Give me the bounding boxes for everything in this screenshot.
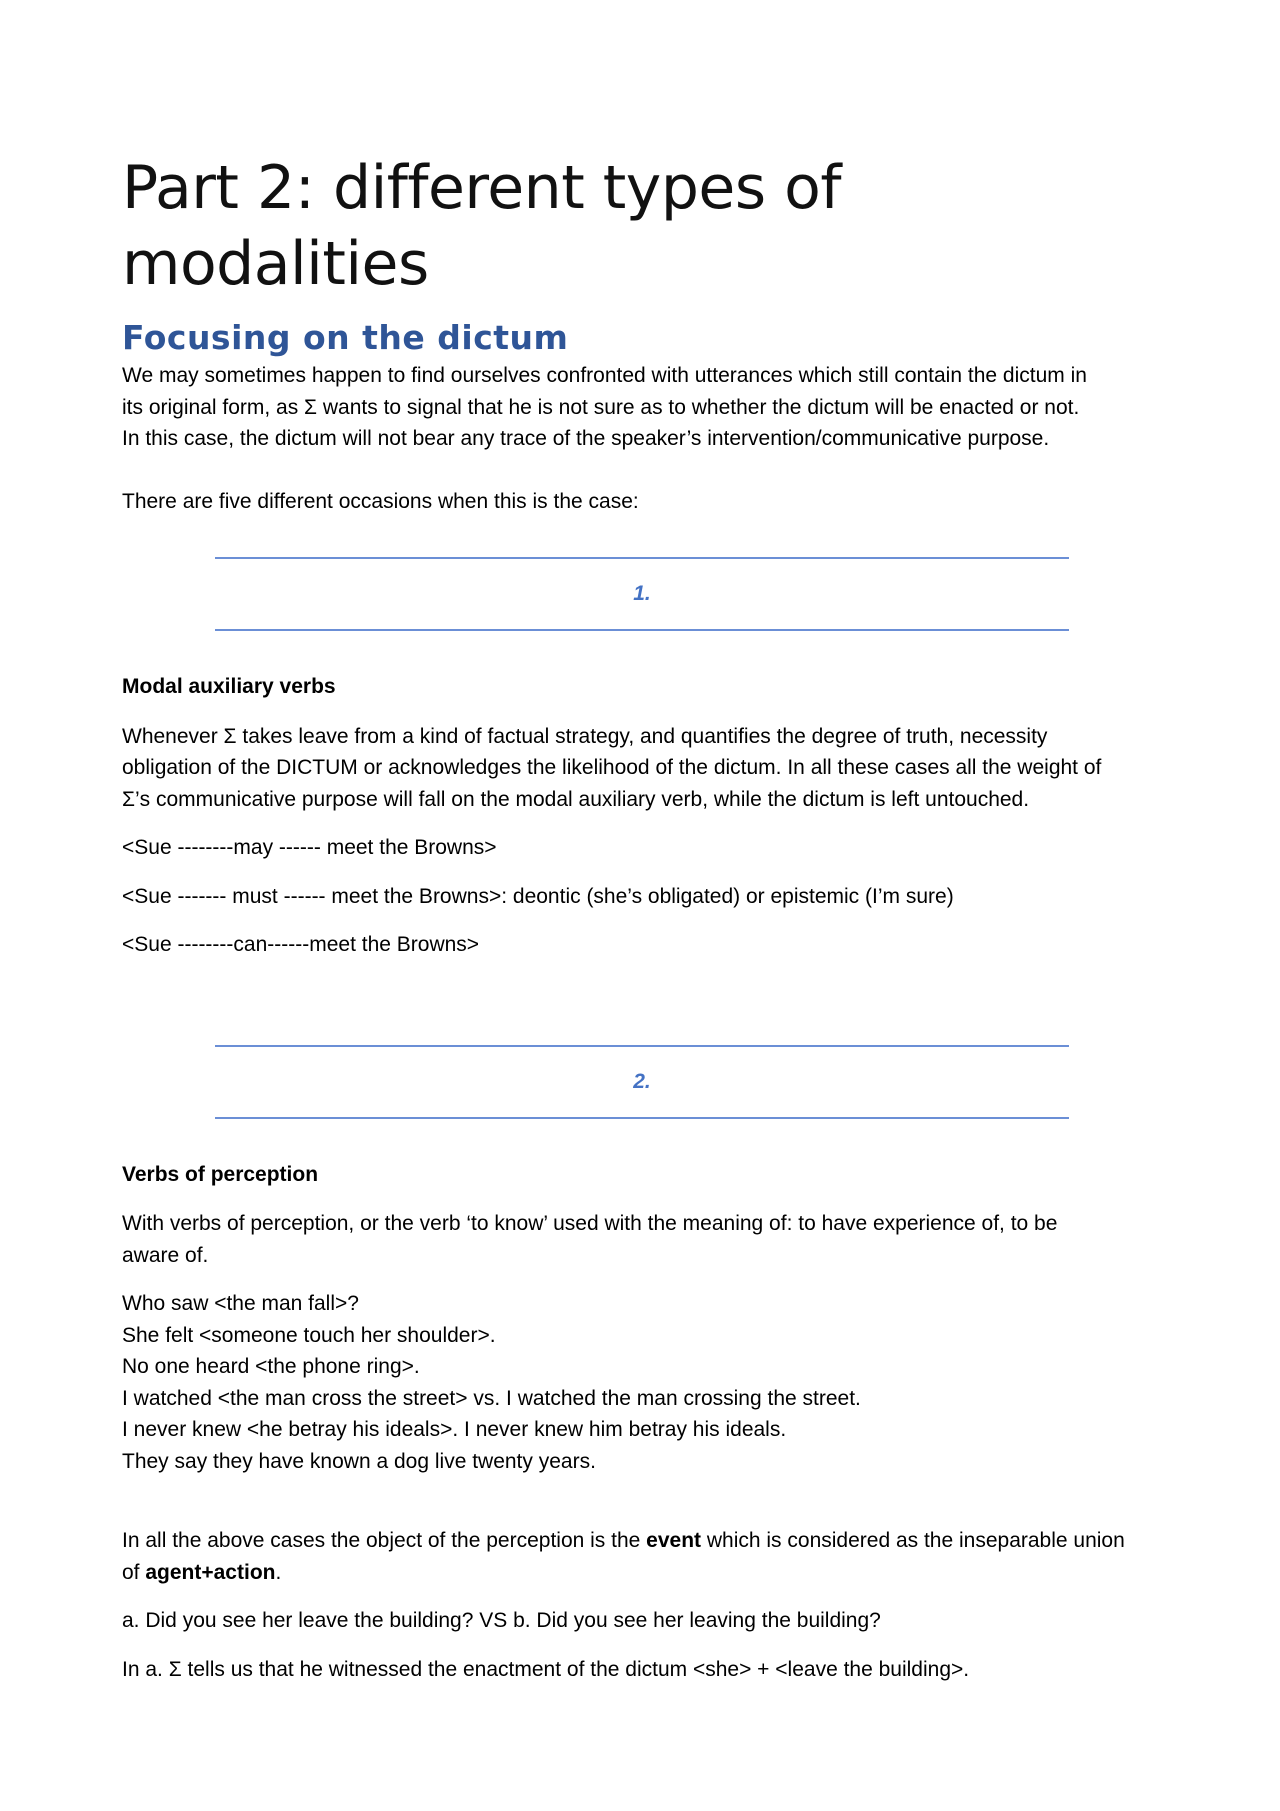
- body-line: Whenever Σ takes leave from a kind of factual strategy, and quantifies the degree of truth, necessity: [122, 724, 1048, 748]
- conclusion-text: .: [275, 1560, 282, 1584]
- page-title: Part 2: different types of modalities: [122, 153, 841, 299]
- body-line: aware of.: [122, 1243, 209, 1267]
- section-divider-2: [215, 1045, 1069, 1119]
- conclusion-line: [122, 1525, 1162, 1557]
- comparison-line: a. Did you see her leave the building? VS b. Did you see her leaving the building?: [122, 1609, 881, 1632]
- conclusion-text: which is considered as the inseparable union: [701, 1529, 1125, 1552]
- document-body: [122, 150, 1162, 1685]
- emphasis-agent-action: agent+action: [145, 1560, 276, 1584]
- example-line: I watched <the man cross the street> vs. I watched the man crossing the street.: [122, 1386, 861, 1410]
- section-number: 2.: [633, 1069, 651, 1093]
- body-line: Σ’s communicative purpose will fall on the modal auxiliary verb, while the dictum is left untouched.: [122, 787, 1030, 811]
- intro-line: In this case, the dictum will not bear any trace of the speaker’s intervention/communicative purpose.: [122, 427, 1050, 450]
- section-divider-1: [215, 557, 1069, 631]
- example-line: They say they have known a dog live twenty years.: [122, 1449, 596, 1473]
- example-line: <Sue --------can------meet the Browns>: [122, 933, 480, 956]
- emphasis-event: event: [646, 1529, 702, 1552]
- section-body: [122, 1208, 1162, 1271]
- example-line: I never knew <he betray his ideals>. I never knew him betray his ideals.: [122, 1418, 787, 1441]
- intro-line: its original form, as Σ wants to signal that he is not sure as to whether the dictum will be enacted or not.: [122, 395, 1080, 419]
- conclusion-text: of: [122, 1560, 146, 1584]
- body-line: With verbs of perception, or the verb ‘to know’ used with the meaning of: to have experience of, to be: [122, 1212, 1058, 1235]
- example-line: Who saw <the man fall>?: [122, 1292, 359, 1315]
- five-occasions-text: There are five different occasions when this is the case:: [122, 489, 639, 513]
- example-line: <Sue --------may ------ meet the Browns>: [122, 836, 497, 859]
- example-list: [122, 1288, 1162, 1477]
- explanation-line: In a. Σ tells us that he witnessed the enactment of the dictum <she> + <leave the building>.: [122, 1657, 970, 1681]
- section-heading: Focusing on the dictum: [122, 318, 569, 357]
- section-number: 1.: [633, 582, 651, 605]
- section-title: Modal auxiliary verbs: [122, 675, 336, 698]
- example-line: She felt <someone touch her shoulder>.: [122, 1323, 496, 1347]
- body-line: obligation of the DICTUM or acknowledges the likelihood of the dictum. In all these cases all the weight of: [122, 756, 1102, 779]
- example-line: <Sue ------- must ------ meet the Browns>: deontic (she’s obligated) or epistemic (I’m sure): [122, 884, 954, 908]
- section-title: Verbs of perception: [122, 1162, 319, 1186]
- intro-paragraph: [122, 360, 1162, 455]
- conclusion-line: [122, 1557, 1162, 1589]
- conclusion-paragraph: [122, 1525, 1162, 1588]
- section-body: [122, 721, 1162, 816]
- example-line: No one heard <the phone ring>.: [122, 1355, 420, 1378]
- conclusion-text: In all the above cases the object of the perception is the: [122, 1529, 647, 1552]
- intro-line: We may sometimes happen to find ourselves confronted with utterances which still contain the dictum in: [122, 364, 1087, 387]
